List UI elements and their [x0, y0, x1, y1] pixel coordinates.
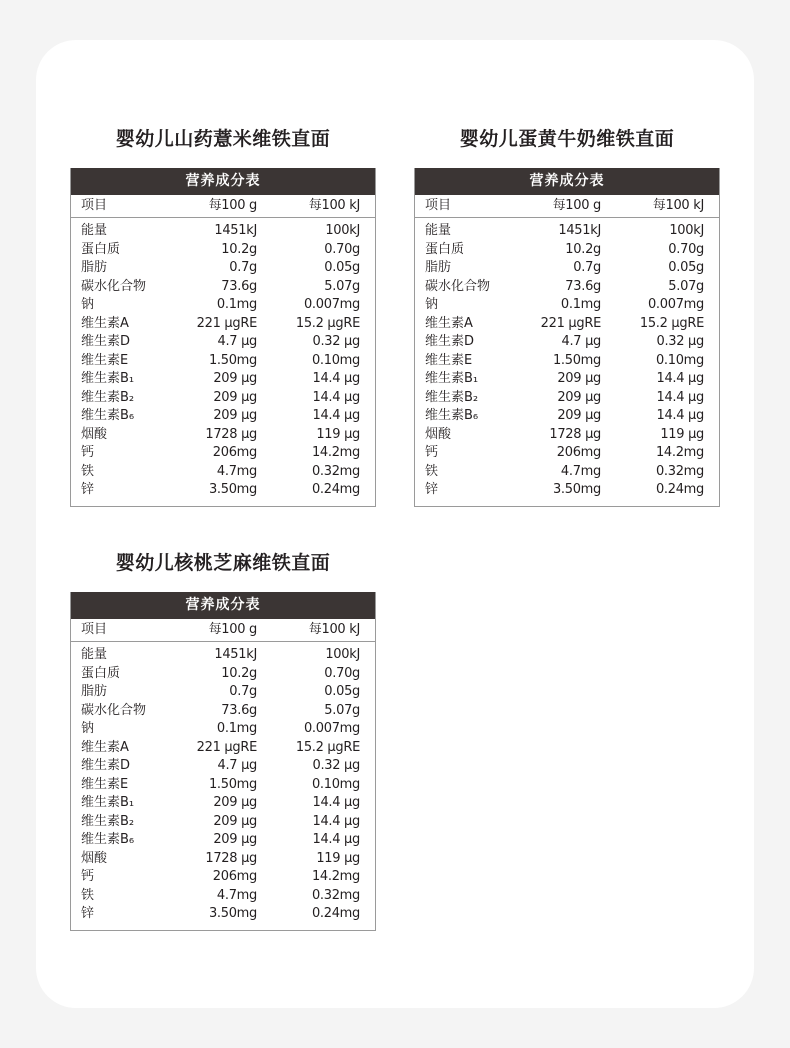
nutrient-name: 能量	[425, 223, 452, 238]
value-per-100g: 209 μg	[557, 371, 601, 386]
value-per-100g: 209 μg	[213, 371, 257, 386]
value-per-100g: 206mg	[556, 445, 601, 460]
nutrient-row	[71, 850, 375, 869]
value-per-100kj: 14.4 μg	[312, 795, 360, 810]
nutrient-row	[415, 463, 719, 482]
value-per-100g: 4.7 μg	[561, 334, 601, 349]
nutrient-name: 维生素B₆	[81, 832, 135, 847]
value-per-100kj: 5.07g	[324, 702, 360, 718]
value-per-100g: 209 μg	[557, 389, 601, 405]
nutrient-name: 铁	[81, 463, 95, 479]
column-header-per-100kj: 每100 kJ	[652, 198, 704, 213]
nutrient-row	[415, 278, 719, 297]
value-per-100kj: 0.05g	[324, 260, 360, 275]
value-per-100g: 3.50mg	[208, 482, 257, 497]
nutrient-row	[71, 444, 375, 463]
value-per-100g: 4.7 μg	[217, 334, 257, 349]
column-header-per-100g: 每100 g	[552, 198, 601, 213]
value-per-100kj: 0.32 μg	[312, 334, 360, 349]
value-per-100g: 10.2g	[565, 241, 601, 257]
nutrient-name: 钙	[81, 869, 95, 884]
product-panel-yam-coix	[70, 124, 376, 507]
value-per-100kj: 0.007mg	[303, 297, 360, 312]
nutrient-name: 碳水化合物	[425, 278, 491, 294]
nutrition-table	[414, 168, 720, 507]
nutrient-name: 钠	[81, 297, 95, 312]
nutrient-row	[415, 444, 719, 463]
value-per-100kj: 14.4 μg	[312, 832, 360, 847]
column-header-item: 项目	[81, 198, 108, 213]
nutrient-rows	[71, 646, 375, 930]
nutrient-name: 维生素A	[81, 315, 129, 331]
value-per-100g: 206mg	[212, 869, 257, 884]
nutrient-row	[71, 905, 375, 924]
nutrient-name: 维生素B₁	[81, 371, 135, 386]
value-per-100kj: 14.4 μg	[656, 389, 704, 405]
value-per-100kj: 0.10mg	[311, 776, 360, 792]
nutrient-name: 脂肪	[81, 260, 108, 275]
nutrient-row	[71, 887, 375, 906]
nutrient-name: 维生素D	[81, 334, 131, 349]
column-headers	[71, 195, 375, 218]
column-header-per-100kj: 每100 kJ	[308, 198, 360, 213]
nutrient-name: 锌	[81, 906, 95, 921]
value-per-100g: 1.50mg	[208, 352, 257, 368]
nutrient-row	[71, 739, 375, 758]
value-per-100kj: 0.32mg	[311, 887, 360, 903]
nutrition-table-header: 营养成分表	[415, 168, 719, 195]
nutrient-name: 维生素B₁	[81, 795, 135, 810]
nutrition-table-header: 营养成分表	[71, 168, 375, 195]
value-per-100kj: 0.05g	[324, 684, 360, 699]
value-per-100kj: 14.2mg	[311, 445, 360, 460]
column-headers	[71, 619, 375, 642]
nutrient-row	[71, 683, 375, 702]
nutrient-row	[415, 370, 719, 389]
nutrient-rows	[71, 222, 375, 506]
product-panel-walnut-sesame	[70, 548, 376, 931]
nutrient-name: 蛋白质	[81, 241, 121, 257]
value-per-100g: 1451kJ	[214, 223, 257, 238]
value-per-100g: 206mg	[212, 445, 257, 460]
product-title: 婴幼儿蛋黄牛奶维铁直面	[459, 128, 675, 150]
value-per-100kj: 0.10mg	[311, 352, 360, 368]
product-title: 婴幼儿山药薏米维铁直面	[115, 128, 331, 150]
nutrient-row	[71, 702, 375, 721]
value-per-100g: 209 μg	[213, 813, 257, 829]
content-card	[36, 40, 754, 1008]
nutrient-name: 蛋白质	[425, 241, 465, 257]
column-header-per-100g: 每100 g	[208, 622, 257, 637]
nutrient-row	[71, 222, 375, 241]
nutrient-name: 锌	[425, 482, 439, 497]
nutrient-rows	[415, 222, 719, 506]
value-per-100kj: 0.32mg	[311, 463, 360, 479]
value-per-100kj: 14.4 μg	[656, 371, 704, 386]
value-per-100g: 0.7g	[229, 684, 257, 699]
value-per-100g: 0.1mg	[560, 297, 601, 312]
value-per-100kj: 14.2mg	[655, 445, 704, 460]
value-per-100kj: 119 μg	[316, 426, 360, 442]
value-per-100kj: 15.2 μgRE	[295, 739, 360, 755]
value-per-100kj: 0.10mg	[655, 352, 704, 368]
nutrient-row	[71, 370, 375, 389]
value-per-100g: 221 μgRE	[540, 315, 601, 331]
nutrient-name: 烟酸	[81, 426, 108, 442]
value-per-100g: 4.7mg	[560, 463, 601, 479]
nutrient-row	[415, 259, 719, 278]
value-per-100g: 221 μgRE	[196, 315, 257, 331]
nutrient-row	[71, 389, 375, 408]
value-per-100kj: 0.24mg	[311, 482, 360, 497]
nutrient-row	[71, 481, 375, 500]
nutrient-name: 维生素B₆	[425, 408, 479, 423]
column-header-per-100g: 每100 g	[208, 198, 257, 213]
nutrition-table	[70, 592, 376, 931]
value-per-100kj: 14.4 μg	[312, 371, 360, 386]
nutrient-row	[71, 463, 375, 482]
nutrient-name: 烟酸	[81, 850, 108, 866]
value-per-100g: 3.50mg	[552, 482, 601, 497]
value-per-100g: 209 μg	[213, 389, 257, 405]
nutrient-row	[71, 278, 375, 297]
value-per-100kj: 14.4 μg	[656, 408, 704, 423]
nutrient-name: 维生素B₆	[81, 408, 135, 423]
value-per-100g: 73.6g	[565, 278, 601, 294]
column-headers	[415, 195, 719, 218]
value-per-100kj: 0.70g	[668, 241, 704, 257]
nutrient-row	[415, 426, 719, 445]
value-per-100g: 0.1mg	[216, 721, 257, 736]
nutrient-name: 钙	[81, 445, 95, 460]
value-per-100kj: 100kJ	[325, 647, 360, 662]
product-panel-egg-milk	[414, 124, 720, 507]
nutrient-row	[415, 315, 719, 334]
nutrient-row	[415, 241, 719, 260]
value-per-100kj: 100kJ	[325, 223, 360, 238]
value-per-100g: 209 μg	[213, 795, 257, 810]
value-per-100kj: 14.4 μg	[312, 408, 360, 423]
value-per-100kj: 0.24mg	[311, 906, 360, 921]
nutrient-row	[71, 407, 375, 426]
nutrient-name: 能量	[81, 647, 108, 662]
product-title: 婴幼儿核桃芝麻维铁直面	[115, 552, 331, 574]
value-per-100g: 1451kJ	[214, 647, 257, 662]
value-per-100kj: 15.2 μgRE	[639, 315, 704, 331]
nutrient-row	[71, 241, 375, 260]
value-per-100g: 1728 μg	[549, 426, 601, 442]
value-per-100g: 1728 μg	[205, 850, 257, 866]
nutrient-row	[415, 481, 719, 500]
nutrient-name: 维生素B₂	[425, 389, 479, 405]
value-per-100g: 73.6g	[221, 278, 257, 294]
nutrition-table	[70, 168, 376, 507]
value-per-100kj: 0.32 μg	[656, 334, 704, 349]
value-per-100kj: 15.2 μgRE	[295, 315, 360, 331]
nutrient-row	[71, 720, 375, 739]
nutrient-row	[71, 296, 375, 315]
nutrient-name: 碳水化合物	[81, 278, 147, 294]
nutrient-name: 维生素B₁	[425, 371, 479, 386]
nutrient-row	[415, 407, 719, 426]
nutrient-row	[71, 665, 375, 684]
column-header-item: 项目	[81, 622, 108, 637]
nutrient-name: 钙	[425, 445, 439, 460]
value-per-100g: 1.50mg	[552, 352, 601, 368]
nutrient-name: 维生素E	[81, 352, 129, 368]
value-per-100g: 1728 μg	[205, 426, 257, 442]
nutrient-row	[71, 868, 375, 887]
nutrient-row	[415, 333, 719, 352]
nutrient-row	[415, 389, 719, 408]
nutrient-name: 维生素E	[425, 352, 473, 368]
nutrient-name: 维生素E	[81, 776, 129, 792]
nutrient-row	[71, 813, 375, 832]
value-per-100g: 3.50mg	[208, 906, 257, 921]
value-per-100g: 4.7mg	[216, 463, 257, 479]
nutrient-row	[71, 831, 375, 850]
nutrient-row	[71, 426, 375, 445]
nutrient-row	[71, 646, 375, 665]
nutrient-name: 维生素A	[425, 315, 473, 331]
value-per-100kj: 0.05g	[668, 260, 704, 275]
value-per-100g: 209 μg	[213, 408, 257, 423]
value-per-100g: 0.7g	[573, 260, 601, 275]
nutrient-row	[71, 333, 375, 352]
value-per-100g: 221 μgRE	[196, 739, 257, 755]
nutrient-row	[71, 794, 375, 813]
value-per-100kj: 0.32 μg	[312, 758, 360, 773]
nutrient-name: 维生素D	[81, 758, 131, 773]
nutrient-row	[71, 776, 375, 795]
column-header-item: 项目	[425, 198, 452, 213]
value-per-100kj: 5.07g	[324, 278, 360, 294]
nutrient-name: 蛋白质	[81, 665, 121, 681]
value-per-100kj: 14.2mg	[311, 869, 360, 884]
value-per-100g: 4.7 μg	[217, 758, 257, 773]
nutrient-name: 维生素D	[425, 334, 475, 349]
nutrient-name: 维生素B₂	[81, 813, 135, 829]
nutrient-row	[71, 315, 375, 334]
value-per-100g: 209 μg	[213, 832, 257, 847]
value-per-100kj: 0.007mg	[647, 297, 704, 312]
value-per-100g: 10.2g	[221, 241, 257, 257]
nutrient-name: 钠	[425, 297, 439, 312]
nutrient-row	[415, 222, 719, 241]
column-header-per-100kj: 每100 kJ	[308, 622, 360, 637]
nutrient-row	[415, 296, 719, 315]
nutrient-row	[71, 259, 375, 278]
value-per-100g: 73.6g	[221, 702, 257, 718]
value-per-100g: 0.7g	[229, 260, 257, 275]
value-per-100kj: 0.24mg	[655, 482, 704, 497]
nutrient-name: 脂肪	[425, 260, 452, 275]
value-per-100kj: 0.007mg	[303, 721, 360, 736]
value-per-100g: 10.2g	[221, 665, 257, 681]
nutrient-row	[415, 352, 719, 371]
nutrient-row	[71, 352, 375, 371]
value-per-100kj: 100kJ	[669, 223, 704, 238]
nutrient-name: 铁	[81, 887, 95, 903]
nutrient-name: 铁	[425, 463, 439, 479]
value-per-100kj: 0.32mg	[655, 463, 704, 479]
nutrient-name: 烟酸	[425, 426, 452, 442]
value-per-100g: 0.1mg	[216, 297, 257, 312]
nutrient-name: 钠	[81, 721, 95, 736]
value-per-100kj: 14.4 μg	[312, 389, 360, 405]
value-per-100g: 1.50mg	[208, 776, 257, 792]
nutrient-name: 维生素B₂	[81, 389, 135, 405]
value-per-100g: 209 μg	[557, 408, 601, 423]
nutrient-name: 能量	[81, 223, 108, 238]
value-per-100g: 1451kJ	[558, 223, 601, 238]
nutrient-name: 碳水化合物	[81, 702, 147, 718]
nutrient-name: 锌	[81, 482, 95, 497]
nutrient-row	[71, 757, 375, 776]
value-per-100kj: 5.07g	[668, 278, 704, 294]
value-per-100kj: 0.70g	[324, 665, 360, 681]
nutrient-name: 脂肪	[81, 684, 108, 699]
value-per-100kj: 119 μg	[316, 850, 360, 866]
value-per-100g: 4.7mg	[216, 887, 257, 903]
nutrition-table-header: 营养成分表	[71, 592, 375, 619]
value-per-100kj: 0.70g	[324, 241, 360, 257]
value-per-100kj: 119 μg	[660, 426, 704, 442]
value-per-100kj: 14.4 μg	[312, 813, 360, 829]
nutrient-name: 维生素A	[81, 739, 129, 755]
